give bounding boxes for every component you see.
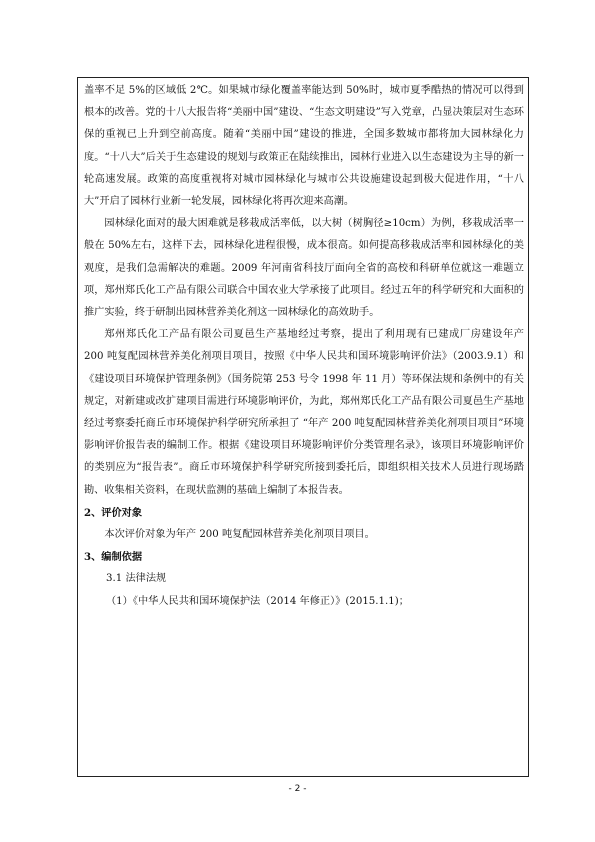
document-body bbox=[84, 80, 524, 613]
subsection-laws: 3.1 法律法规 bbox=[106, 573, 167, 585]
section-heading-evaluation-object: 2、评价对象 bbox=[84, 506, 143, 519]
section-heading-basis: 3、编制依据 bbox=[84, 551, 143, 564]
paragraph-greening-benefits: 盖率不足 5%的区域低 2℃。如果城市绿化覆盖率能达到 50%时，城市夏季酷热的情况可以得到根本的改善。党的十八大报告将“美丽中国”建设、“生态文明建设”写入党章，凸显决策层对生态环保的重视已上升到空前高度。随着“美丽中国”建设的推进，全国多数城市都将加大园林绿化力度。“十八大”后关于生态建设的规划与政策正在陆续推出，园林行业进入以生态建设为主导的新一轮高速发展。政策的高度重视将对城市园林绿化与城市公共设施建设起到极大促进作用，“十八大”开启了园林行业新一轮发展，园林绿化将再次迎来高潮。 bbox=[84, 85, 524, 208]
section-body-evaluation-object: 本次评价对象为年产 200 吨复配园林营养美化剂项目项目。 bbox=[104, 529, 375, 541]
law-item-1: （1）《中华人民共和国环境保护法（2014 年修正）》(2015.1.1)； bbox=[106, 595, 409, 607]
paragraph-transplant-difficulty: 园林绿化面对的最大困难就是移栽成活率低，以大树（树胸径≥10cm）为例，移栽成活率一般在 50%左右，这样下去，园林绿化进程很慢，成本很高。如何提高移栽成活率和园林绿化的美观度，是我们急需解决的难题。2009 年河南省科技厅面向全省的高校和科研单位就这一难题立项，郑州郑氏化工产品有限公司联合中国农业大学承接了此项目。经过五年的科学研究和大面积的推广实验，终于研制出园林营养美化剂这一园林绿化的高效助手。 bbox=[84, 218, 524, 319]
paragraph-project-background: 郑州郑氏化工产品有限公司夏邑生产基地经过考察，提出了利用现有已建成厂房建设年产 200 吨复配园林营养美化剂项目项目，按照《中华人民共和国环境影响评价法》（2003.9.1）和《建设项目环境保护管理条例》（国务院第 253 号令 1998 年 11 月）等环保法规和条例中的有关规定，对新建或改扩建项目需进行环境影响评价，为此，郑州郑氏化工产品有限公司夏邑生产基地经过考察委托商丘市环境保护科学研究所承担了 “年产 200 吨复配园林营养美化剂项目项目”环境影响评价报告表的编制工作。根据《建设项目环境影响评价分类管理名录》，该项目环境影响评价的类别应为“报告表”。商丘市环境保护科学研究所接到委托后，即组织相关技术人员进行现场踏勘、收集相关资料，在现状监测的基础上编制了本报告表。 bbox=[84, 329, 524, 496]
page-number: - 2 - bbox=[288, 784, 307, 794]
